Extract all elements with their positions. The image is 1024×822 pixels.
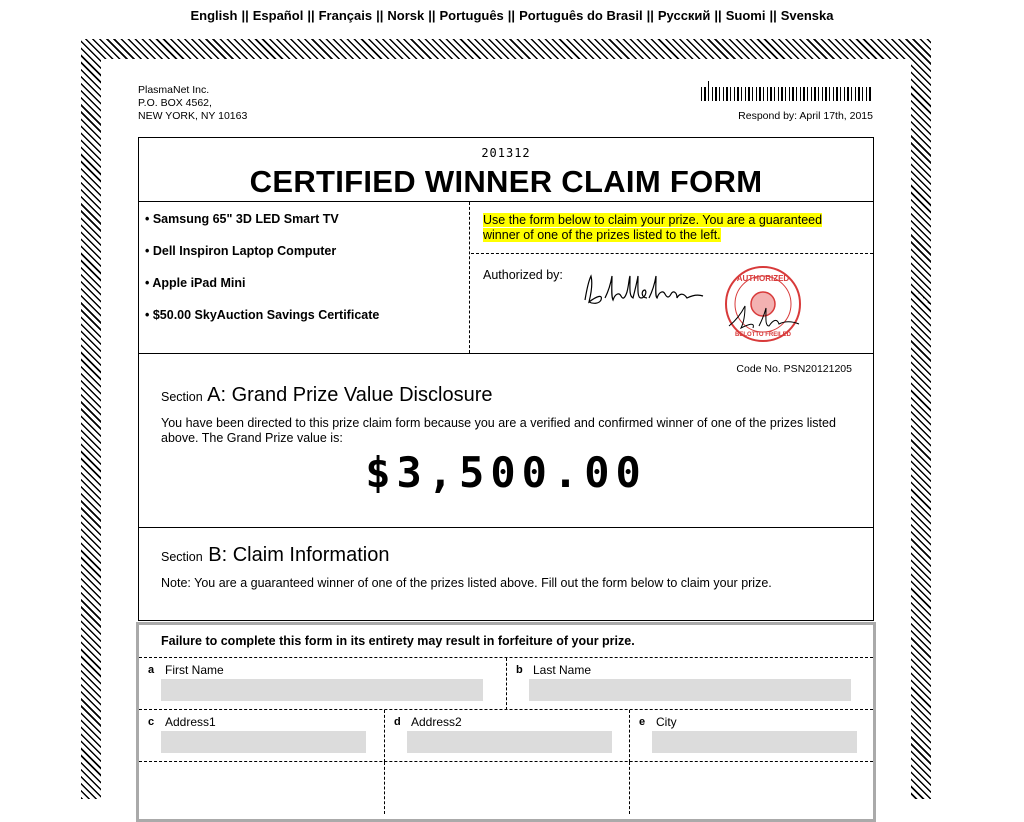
lang-portugues-brasil[interactable]: Português do Brasil: [519, 8, 643, 23]
city-input[interactable]: [652, 731, 857, 753]
lang-svenska[interactable]: Svenska: [780, 8, 834, 23]
company-po-box: P.O. BOX 4562,: [138, 97, 212, 109]
form-fields: [139, 657, 873, 813]
serial-number: 201312: [481, 146, 531, 160]
form-row-address: [139, 709, 873, 761]
forfeiture-warning: Failure to complete this form in its entirety may result in forfeiture of your prize.: [161, 634, 635, 648]
first-name-input[interactable]: [161, 679, 483, 701]
next-cell: [384, 762, 629, 814]
section-b-heading: [161, 544, 389, 567]
section-a-heading: [161, 384, 492, 407]
lang-separator: ||: [428, 8, 436, 23]
first-name-label: First Name: [165, 663, 224, 677]
address1-label: Address1: [165, 715, 216, 729]
authorized-seal-icon: [719, 266, 809, 351]
city-label: City: [656, 715, 677, 729]
lang-suomi[interactable]: Suomi: [725, 8, 766, 23]
lang-separator: ||: [646, 8, 654, 23]
section-letter: B:: [208, 544, 228, 566]
next-cell: [629, 762, 873, 814]
prize-row: [139, 202, 873, 354]
prize-item: • Samsung 65" 3D LED Smart TV: [145, 212, 339, 226]
prize-item: • Dell Inspiron Laptop Computer: [145, 244, 337, 258]
barcode-icon: [701, 81, 873, 101]
company-address: [138, 84, 247, 123]
lang-separator: ||: [376, 8, 384, 23]
field-letter: a: [148, 664, 155, 676]
seal-bottom-text: BELOTTO FREILED: [735, 332, 791, 338]
address2-input[interactable]: [407, 731, 612, 753]
authorized-by-label: Authorized by:: [483, 268, 563, 282]
city-cell: [629, 710, 873, 762]
section-title: Grand Prize Value Disclosure: [231, 384, 493, 406]
signature-icon: [579, 270, 709, 315]
section-b-text: Note: You are a guaranteed winner of one of the prizes listed above. Fill out the form below to claim your prize.: [161, 576, 772, 590]
next-cell: [139, 762, 384, 814]
prize-list: [139, 202, 470, 353]
lang-separator: ||: [507, 8, 516, 23]
form-title: CERTIFIED WINNER CLAIM FORM: [249, 164, 763, 199]
address1-cell: [139, 710, 384, 762]
claim-information-form: [136, 622, 876, 822]
address2-label: Address2: [411, 715, 462, 729]
language-bar: [0, 8, 1024, 23]
section-title: Claim Information: [232, 544, 390, 566]
lang-espanol[interactable]: Español: [252, 8, 304, 23]
section-a-text: You have been directed to this prize claim form because you are a verified and confirmed winner of one of the prizes listed above. The Grand Prize value is:: [161, 416, 836, 445]
section-prefix: Section: [161, 390, 203, 404]
seal-text: AUTHORIZED: [736, 274, 790, 283]
lang-russian[interactable]: Русский: [657, 8, 711, 23]
lang-separator: ||: [714, 8, 722, 23]
last-name-label: Last Name: [533, 663, 592, 677]
lang-separator: ||: [769, 8, 777, 23]
field-letter: d: [394, 716, 401, 728]
prize-item: • $50.00 SkyAuction Savings Certificate: [145, 308, 380, 322]
respond-by-date: Respond by: April 17th, 2015: [738, 110, 873, 122]
last-name-input[interactable]: [529, 679, 851, 701]
address1-input[interactable]: [161, 731, 366, 753]
field-letter: c: [148, 716, 155, 728]
code-number: Code No. PSN20121205: [736, 363, 852, 375]
title-box: [139, 138, 873, 202]
company-city: NEW YORK, NY 10163: [138, 110, 248, 122]
claim-sheet: [101, 59, 911, 799]
lang-francais[interactable]: Français: [318, 8, 373, 23]
lang-separator: ||: [241, 8, 249, 23]
company-name: PlasmaNet Inc.: [138, 84, 210, 96]
lang-separator: ||: [307, 8, 315, 23]
grand-prize-amount: $3,500.00: [365, 448, 647, 497]
address2-cell: [384, 710, 629, 762]
lang-norsk[interactable]: Norsk: [387, 8, 425, 23]
claim-form-box: [138, 137, 874, 621]
first-name-cell: [139, 658, 506, 710]
field-letter: b: [516, 664, 523, 676]
section-letter: A:: [207, 384, 227, 406]
claim-notice: [471, 202, 873, 254]
prize-item: • Apple iPad Mini: [145, 276, 246, 290]
form-row-next: [139, 761, 873, 813]
section-a: [139, 354, 873, 528]
lang-portugues[interactable]: Português: [439, 8, 504, 23]
last-name-cell: [506, 658, 873, 710]
highlighted-notice: Use the form below to claim your prize. You are a guaranteed winner of one of the prizes listed to the left.: [483, 213, 823, 242]
section-prefix: Section: [161, 550, 203, 564]
lang-english[interactable]: English: [190, 8, 238, 23]
section-b: [139, 528, 873, 620]
form-row-names: [139, 657, 873, 709]
field-letter: e: [639, 716, 646, 728]
